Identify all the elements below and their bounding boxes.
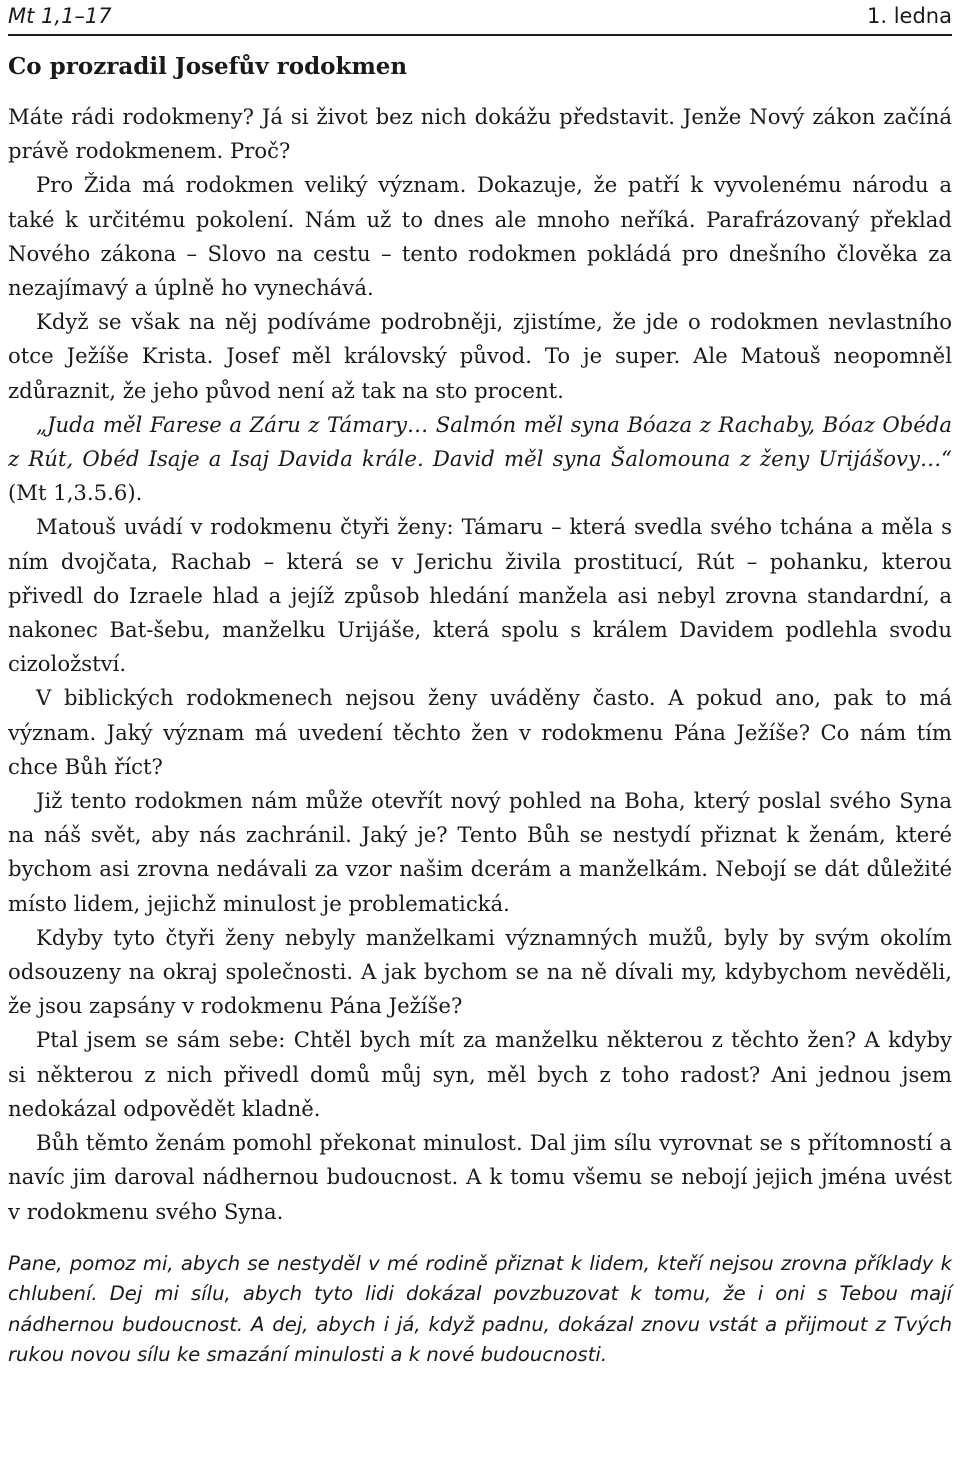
prayer: Pane, pomoz mi, abych se nestyděl v mé rodině přiznat k lidem, kteří nejsou zrovna příklady k chlubení. Dej mi sílu, abych tyto lidi dokázal povzbuzovat k tomu, že i oni s Tebou mají nádhernou budoucnost. A dej, abych i já, když padnu, dokázal znovu vstát a přijmout z Tvých rukou novou sílu ke smazání minulosti a k nové budoucnosti. bbox=[8, 1251, 952, 1367]
paragraph: Již tento rodokmen nám může otevřít nový pohled na Boha, který poslal svého Syna na náš svět, aby nás zachránil. Jaký je? Tento Bůh se nestydí přiznat k ženám, které bychom asi zrovna nedávali za vzor našim dcerám a manželkám. Nebojí se dát důležité místo lidem, jejichž minulost je problematická. bbox=[8, 788, 952, 916]
page-date: 1. ledna bbox=[867, 4, 952, 28]
scripture-reference: Mt 1,1–17 bbox=[8, 4, 112, 28]
header-rule bbox=[8, 34, 952, 36]
scripture-quote bbox=[8, 408, 952, 511]
page-header bbox=[8, 2, 952, 32]
article-body bbox=[8, 100, 952, 1229]
paragraph-intro: Máte rádi rodokmeny? Já si život bez nich dokážu představit. Jenže Nový zákon začíná právě rodokmenem. Proč? bbox=[8, 104, 952, 164]
paragraph: Kdyby tyto čtyři ženy nebyly manželkami významných mužů, byly by svým okolím odsouzeny na okraj společnosti. A jak bychom se na ně dívali my, kdybychom nevěděli, že jsou zapsány v rodokmenu Pána Ježíše? bbox=[8, 924, 952, 1019]
paragraph: Když se však na něj podíváme podrobněji, zjistíme, že jde o rodokmen nevlastního otce Ježíše Krista. Josef měl královský původ. To je super. Ale Matouš neopomněl zdůraznit, že jeho původ není až tak na sto procent. bbox=[8, 309, 952, 403]
paragraph: Pro Žida má rodokmen veliký význam. Dokazuje, že patří k vyvolenému národu a také k určitému pokolení. Nám už to dnes ale mnoho neříká. Parafrázovaný překlad Nového zákona – Slovo na cestu – tento rodokmen pokládá pro dnešního člověka za nezajímavý a úplně ho vynechává. bbox=[8, 172, 952, 301]
page-title: Co prozradil Josefův rodokmen bbox=[8, 53, 408, 80]
quote-citation: (Mt 1,3.5.6). bbox=[8, 480, 143, 506]
devotional-page bbox=[8, 0, 952, 1371]
paragraph: Ptal jsem se sám sebe: Chtěl bych mít za manželku některou z těchto žen? A kdyby si některou z nich přivedl domů můj syn, měl bych z toho radost? Ani jednou jsem nedokázal odpovědět kladně. bbox=[8, 1027, 952, 1121]
quote-text: „Juda měl Farese a Záru z Támary… Salmón měl syna Bóaza z Rachaby, Bóaz Obéda z Rút, Obéd Isaje a Isaj Davida krále. David měl syna Šalomouna z ženy Urijášovy…“ bbox=[8, 411, 952, 472]
paragraph: Matouš uvádí v rodokmenu čtyři ženy: Támaru – která svedla svého tchána a měla s ním dvojčata, Rachab – která se v Jerichu živila prostitucí, Rút – pohanku, kterou přivedl do Izraele hlad a jejíž způsob hledání manžela asi nebyl zrovna standardní, a nakonec Bat-šebu, manželku Urijáše, která spolu s králem Davidem podlehla svodu cizoložství. bbox=[8, 514, 952, 677]
paragraph: Bůh těmto ženám pomohl překonat minulost. Dal jim sílu vyrovnat se s přítomností a navíc jim daroval nádhernou budoucnost. A k tomu všemu se nebojí jejich jména uvést v rodokmenu svého Syna. bbox=[8, 1130, 952, 1224]
paragraph: V biblických rodokmenech nejsou ženy uváděny často. A pokud ano, pak to má význam. Jaký význam má uvedení těchto žen v rodokmenu Pána Ježíše? Co nám tím chce Bůh říct? bbox=[8, 685, 952, 779]
